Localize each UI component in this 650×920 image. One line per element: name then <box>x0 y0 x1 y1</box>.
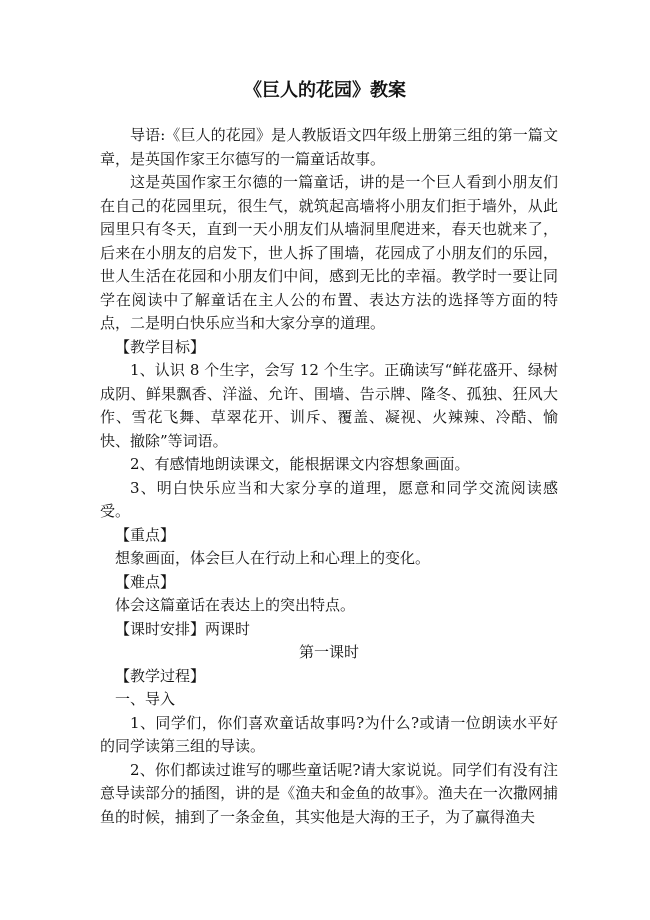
summary-paragraph: 这是英国作家王尔德的一篇童话，讲的是一个巨人看到小朋友们在自己的花园里玩，很生气，就筑起高墙将小朋友们拒于墙外，从此园里只有冬天，直到一天小朋友们从墙洞里爬进来，春天也就来了，后来在小朋友的启发下，世人拆了围墙，花园成了小朋友们的乐园，世人生活在花园和小朋友们中间，感到无比的幸福。教学时一要让同学在阅读中了解童话在主人公的布置、表达方法的选择等方面的特点，二是明白快乐应当和大家分享的道理。 <box>100 173 558 332</box>
difficulties-text: 体会这篇童话在表达上的突出特点。 <box>115 596 356 614</box>
objective-1: 1、认识 8 个生字，会写 12 个生字。正确读写“鲜花盛开、绿树成阴、鲜果飘香、洋溢、允许、围墙、告示牌、隆冬、孤独、狂风大作、雪花飞舞、草翠花开、训斥、覆盖、凝视、火辣辣、冷酷、愉快、撤除”等词语。 <box>100 361 558 450</box>
objective-3: 3、明白快乐应当和大家分享的道理，愿意和同学交流阅读感受。 <box>100 478 558 520</box>
intro-paragraph: 导语:《巨人的花园》是人教版语文四年级上册第三组的第一篇文章，是英国作家王尔德写的一篇童话故事。 <box>100 126 558 168</box>
section-heading-key-points: 【重点】 <box>115 525 176 544</box>
key-points-text: 想象画面，体会巨人在行动上和心理上的变化。 <box>115 549 431 567</box>
objective-2: 2、有感情地朗读课文，能根据课文内容想象画面。 <box>130 455 470 473</box>
schedule-line: 【课时安排】两课时 <box>115 619 251 638</box>
step-heading-intro: 一、导入 <box>115 690 176 708</box>
section-heading-difficulties: 【难点】 <box>115 572 176 591</box>
step-1-paragraph: 1、同学们，你们喜欢童话故事吗?为什么?或请一位朗读水平好的同学读第三组的导读。 <box>100 713 558 755</box>
section-heading-objectives: 【教学目标】 <box>115 337 206 356</box>
section-heading-process: 【教学过程】 <box>115 666 206 685</box>
lesson-heading: 第一课时 <box>298 643 359 661</box>
document-body <box>100 124 558 829</box>
step-2-paragraph: 2、你们都读过谁写的哪些童话呢?请大家说说。同学们有没有注意导读部分的插图，讲的是《渔夫和金鱼的故事》。渔夫在一次撒网捕鱼的时候，捕到了一条金鱼，其实他是大海的王子，为了赢得渔夫 <box>100 760 558 826</box>
document-title: 《巨人的花园》教案 <box>244 80 406 101</box>
